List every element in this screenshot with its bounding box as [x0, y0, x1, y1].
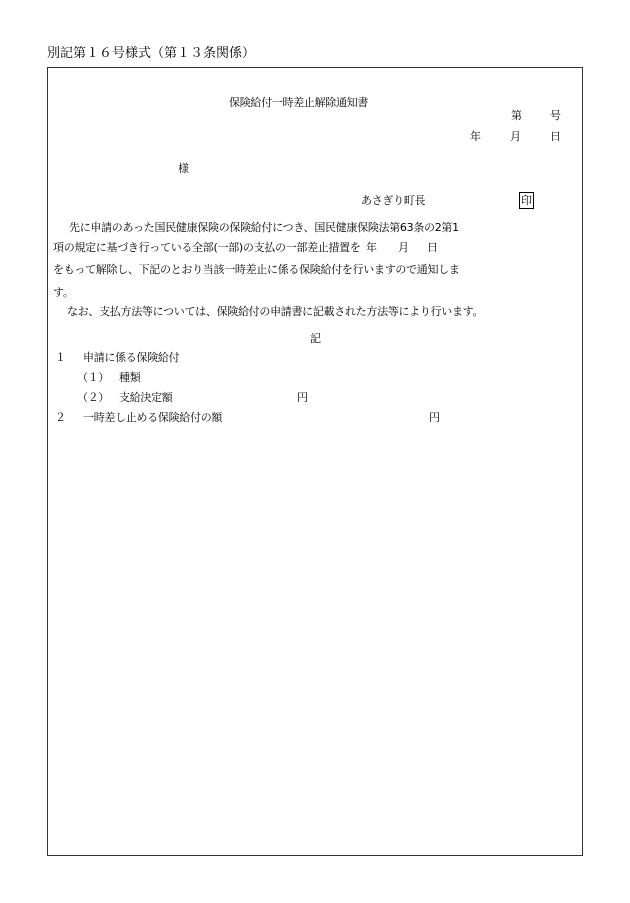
ki-label: 記 [310, 332, 321, 345]
body-line-1: 先に申請のあった国民健康保険の保険給付につき、国民健康保険法第63条の2第1 [69, 221, 459, 234]
number-suffix: 号 [550, 109, 561, 122]
body-line-3: をもって解除し、下記のとおり当該一時差止に係る保険給付を行いますので通知しま [53, 263, 460, 276]
body-line-5: なお、支払方法等については、保険給付の申請書に記載された方法等により行います。 [67, 305, 484, 318]
sub-item-1-label: 種類 [119, 371, 141, 384]
item-2-label: 一時差し止める保険給付の額 [83, 411, 223, 424]
sub-item-2-label: 支給決定額 [119, 391, 173, 404]
issuer-name: あさぎり町長 [361, 194, 426, 207]
number-prefix: 第 [511, 109, 522, 122]
date-year: 年 [470, 130, 481, 143]
body-line-2-year: 年 [366, 241, 377, 254]
document-frame [47, 67, 583, 856]
sub-item-2-number: （２） [77, 391, 110, 404]
date-day: 日 [550, 130, 561, 143]
item-1-label: 申請に係る保険給付 [83, 351, 180, 364]
form-heading: 別記第１６号様式（第１３条関係） [47, 46, 256, 61]
item-2-unit: 円 [429, 411, 440, 424]
body-line-2: 項の規定に基づき行っている全部(一部)の支払の一部差止措置を [53, 241, 361, 254]
addressee-suffix: 様 [178, 162, 189, 175]
body-line-2-day: 日 [427, 241, 438, 254]
seal-mark: 印 [521, 194, 532, 207]
body-line-2-month: 月 [398, 241, 409, 254]
sub-item-1-number: （１） [77, 371, 110, 384]
sub-item-2-unit: 円 [297, 391, 308, 404]
body-line-4: す。 [53, 286, 74, 299]
document-title: 保険給付一時差止解除通知書 [229, 96, 369, 109]
date-month: 月 [510, 130, 521, 143]
item-2-number: ２ [55, 411, 66, 424]
item-1-number: １ [55, 351, 66, 364]
